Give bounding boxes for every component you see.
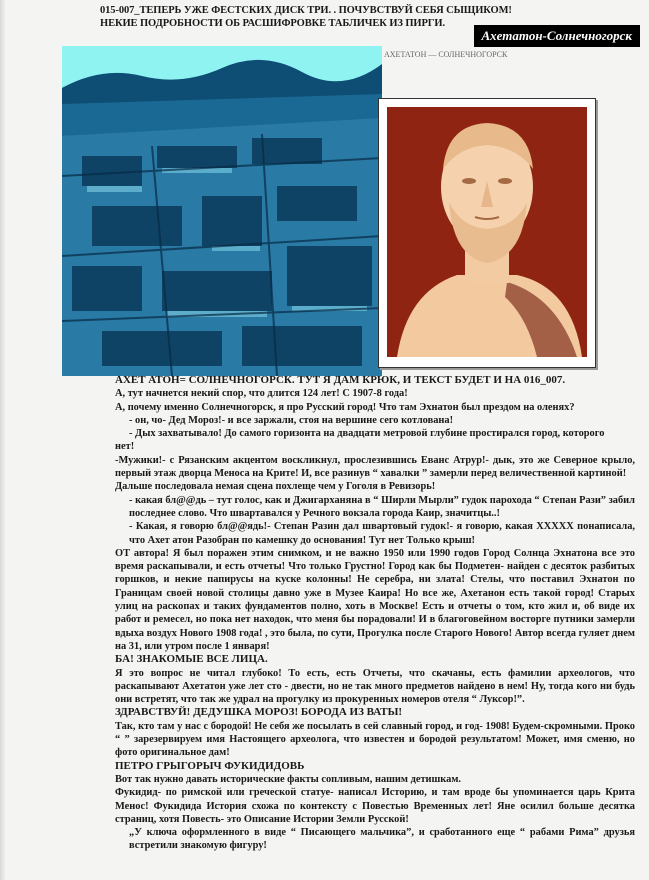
paragraph: А, тут начнется некий спор, что длится 124 лет! С 1907-8 года! <box>115 388 408 400</box>
paragraph: „У ключа оформленного в виде “ Писающего мальчика”, и сработанного еще “ рабами Рима” друзья встретили знакомую фигуру! <box>129 827 635 852</box>
bust-portrait <box>387 107 587 357</box>
bust-graphic <box>387 107 587 357</box>
paragraph: - Какая, я говорю бл@@ядь!- Степан Разин дал швартовый гудок!- я говорю, какая XXXXX понаписала, что Ахет атон Разобран по камешку до основания! Тут нет Только крыш! <box>129 521 635 546</box>
paragraph: ЗДРАВСТВУЙ! ДЕДУШКА МОРОЗ! БОРОДА ИЗ ВАТЫ! <box>115 706 403 719</box>
paragraph: Вот так нужно давать исторические факты сопливым, нашим детишкам. <box>115 773 462 785</box>
paragraph: ОТ автора! Я был поражен этим снимком, и не важно 1950 или 1990 годов Город Солнца Эхнатона все это время раскапывали, и есть отчеты! Что только Грустно! Город как бы Подметен- найден с десяток разбитых горшков, и некие папирусы на куске колонны! Не серебра, ни злата! Стелы, что поставил Эхнатон по Границам своей новой столицы давно уже в Музее Каира! Но все же, Ахетанон есть такой город! Старых улиц на раскопах и таких фундаментов полно, хоть в Москве! Есть и отчеты о том, кто жил и, об виде их работ и ремесел, но пока нет находок, что меня бы порадовали! И в благоговейном восторге путники замерли вдыха воздух Нового 1908 года! , это была, по сути, Прогулка после Старого Нового! Автор всегда гуляет днем на 31, или утром после 1 января! <box>115 547 635 652</box>
paragraph: А, почему именно Солнечногорск, я про Русский город! Что там Эхнатон был прездом на оленях? <box>115 401 575 413</box>
excavation-photo-graphic <box>62 46 382 376</box>
article-body <box>115 374 635 853</box>
title-badge: Ахетатон-Солнечногорск <box>474 25 641 47</box>
paragraph: Так, кто там у нас с бородой! Не себя же посылать в сей славный город, и год- 1908! Будем-скромными. Проко “ ” зарезервируем имя Настоящего археолога, что известен и бородой результатом! Может, имя сменю, но фото оригинальное дам! <box>115 720 635 759</box>
paragraph: Фукидид- по римской или греческой статуе- написал Историю, и там вроде бы упоминается царь Крита Менос! Фукидида История схожа по контексту с Повестью Временных лет! Яне осилил больше десятка страниц, хотя Повесть- это Описание Истории Земли Русской! <box>115 787 635 825</box>
excavation-photo <box>62 46 382 376</box>
paragraph: - какая бл@@дь – тут голос, как и Джигарханяна в “ Ширли Мырли” гудок парохода “ Степан Рази” забил последнее слово. Что швартавался у Речного вокзала города Каир, значитцы..! <box>129 494 635 519</box>
paragraph: Я это вопрос не читал глубоко! То есть, есть Отчеты, что скачаны, есть фамилии археологов, что раскапывают Ахетатон уже лет сто - двести, но не так много предметов найдено в нем! Ну, тогда кого ни будь они встретят, что так же удрал на прогулку из прокуренных номеров отеля “ Луксор!”. <box>115 667 635 706</box>
paragraph: ПЕТРО ГРЫГОРЫЧ ФУКИДИДОВЬ <box>115 759 305 772</box>
portrait-frame <box>378 98 596 368</box>
header-line-1: 015-007_ТЕПЕРЬ УЖЕ ФЕСТСКИХ ДИСК ТРИ. . ПОЧУВСТВУЙ СЕБЯ СЫЩИКОМ! <box>100 5 512 16</box>
faded-underlay-text: АХЕТАТОН — СОЛНЕЧНОГОРСК <box>384 50 508 59</box>
header-line-2: НЕКИЕ ПОДРОБНОСТИ ОБ РАСШИФРОВКЕ ТАБЛИЧЕК ИЗ ПИРГИ. <box>100 18 445 29</box>
paragraph: - он, чо- Дед Мороз!- и все заржали, стоя на вершине сего котлована! <box>129 414 454 426</box>
paragraph: БА! ЗНАКОМЫЕ ВСЕ ЛИЦА. <box>115 653 268 666</box>
paragraph: Дальше последовала немая сцена похлеще чем у Гоголя в Ревизорь! <box>115 481 436 493</box>
scan-edge <box>0 0 6 880</box>
paragraph: -Мужики!- с Рязанским акцентом воскликнул, прослезившись Еванс Атруp!- дык, это же Северное крыло, первый этаж дворца Меноса на Крите! И, все разинув “ хавалки ” замерли перед величественной картиной! <box>115 454 635 480</box>
paragraph: - Дых захватывало! До самого горизонта на двадцати метровой глубине простирался город, которого <box>129 428 605 440</box>
paragraph: нет! <box>115 441 135 453</box>
paragraph: АХЕТ АТОН= СОЛНЕЧНОГОРСК. ТУТ Я ДАМ КРЮК, И ТЕКСТ БУДЕТ И НА 016_007. <box>115 374 566 386</box>
